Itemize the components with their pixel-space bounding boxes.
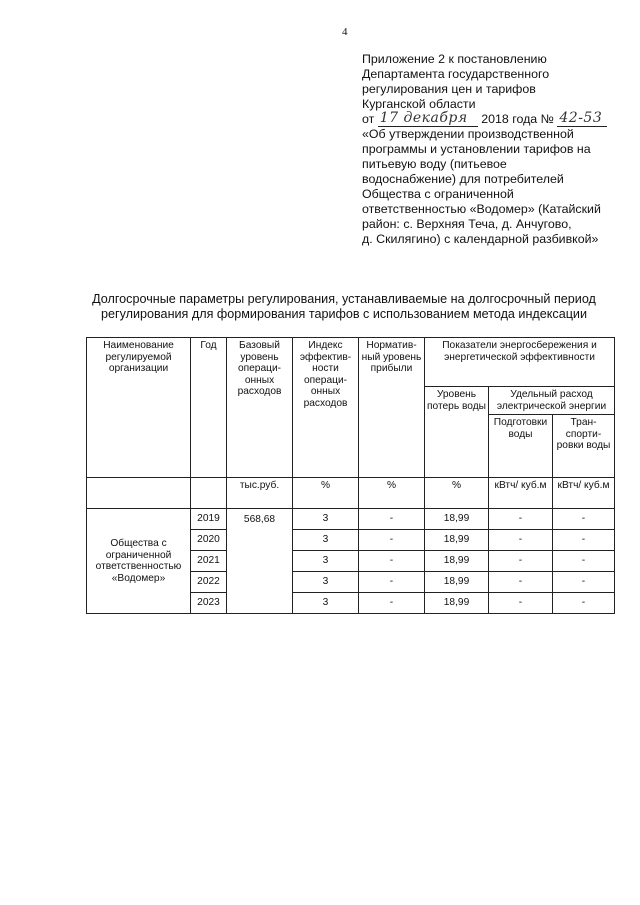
base-opex-cell: 568,68 [227,509,293,614]
header-water-loss: Уровень потерь воды [425,387,489,478]
header-base-opex: Базовый уровень операци-онных расходов [227,338,293,478]
year-cell: 2020 [191,530,227,551]
appendix-line: Курганской области [362,97,476,111]
transport-cell: - [553,593,615,614]
appendix-block [362,52,632,247]
decree-title-line: питьевую воду (питьевое [362,157,507,171]
decree-title-line: д. Скилягино) с календарной разбивкой» [362,232,599,246]
decree-title-line: район: с. Верхняя Теча, д. Анчугово, [362,217,572,231]
appendix-line: Приложение 2 к постановлению [362,52,547,66]
date-field [378,112,478,127]
index-cell: 3 [293,509,359,530]
index-cell: 3 [293,593,359,614]
header-year: Год [191,338,227,478]
decree-title-line: водоснабжение) для потребителей [362,172,564,186]
unit-loss: % [425,478,489,509]
handwritten-date: 17 декабря [379,110,468,126]
decree-title-line: «Об утверждении производственной [362,127,574,141]
profit-cell: - [359,551,425,572]
year-cell: 2019 [191,509,227,530]
prep-cell: - [489,551,553,572]
transport-cell: - [553,572,615,593]
profit-cell: - [359,593,425,614]
profit-cell: - [359,572,425,593]
document-title-line: регулирования для формирования тарифов с использованием метода индексации [101,307,587,321]
date-prefix: от [362,112,375,126]
prep-cell: - [489,530,553,551]
year-text: 2018 года № [481,112,554,126]
unit-transport: кВтч/ куб.м [553,478,615,509]
header-efficiency-index: Индекс эффектив-ности операци-онных расходов [293,338,359,478]
appendix-line: Департамента государственного [362,67,550,81]
loss-cell: 18,99 [425,593,489,614]
unit-index: % [293,478,359,509]
loss-cell: 18,99 [425,551,489,572]
prep-cell: - [489,509,553,530]
prep-cell: - [489,593,553,614]
org-name-cell: Общества с ограниченной ответственностью «Водомер» [87,509,191,614]
decree-title-line: ответственностью «Водомер» (Катайский [362,202,601,216]
profit-cell: - [359,509,425,530]
transport-cell: - [553,509,615,530]
profit-cell: - [359,530,425,551]
unit-empty [87,478,191,509]
number-field [557,112,607,127]
loss-cell: 18,99 [425,572,489,593]
document-title-line: Долгосрочные параметры регулирования, устанавливаемые на долгосрочный период [92,292,596,306]
header-preparation: Подготовки воды [489,415,553,478]
page-number: 4 [342,26,348,38]
table-row [87,509,615,530]
transport-cell: - [553,551,615,572]
loss-cell: 18,99 [425,530,489,551]
unit-profit: % [359,478,425,509]
unit-empty [191,478,227,509]
index-cell: 3 [293,530,359,551]
header-org: Наименование регулируемой организации [87,338,191,478]
year-cell: 2023 [191,593,227,614]
header-profit-level: Норматив-ный уровень прибыли [359,338,425,478]
year-cell: 2022 [191,572,227,593]
loss-cell: 18,99 [425,509,489,530]
year-cell: 2021 [191,551,227,572]
index-cell: 3 [293,572,359,593]
appendix-line: регулирования цен и тарифов [362,82,536,96]
decree-title-line: Общества с ограниченной [362,187,514,201]
unit-base: тыс.руб. [227,478,293,509]
regulation-parameters-table [86,337,615,614]
document-title [74,292,614,322]
transport-cell: - [553,530,615,551]
index-cell: 3 [293,551,359,572]
header-energy-indicators: Показатели энергосбережения и энергетической эффективности [425,338,615,387]
prep-cell: - [489,572,553,593]
decree-date-line [362,112,632,127]
unit-prep: кВтч/ куб.м [489,478,553,509]
decree-title-line: программы и установлении тарифов на [362,142,591,156]
handwritten-number: 42-53 [559,110,603,126]
header-specific-consumption: Удельный расход электрической энергии [489,387,615,415]
header-transportation: Тран-спорти-ровки воды [553,415,615,478]
